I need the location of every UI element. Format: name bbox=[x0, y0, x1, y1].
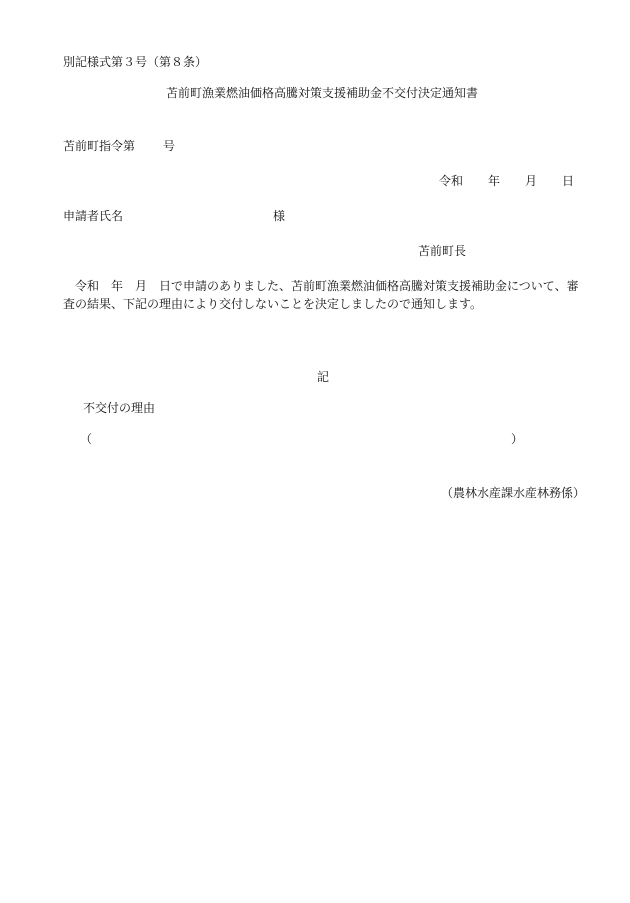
addressee bbox=[63, 207, 285, 225]
department: （農林水産課水産林務係） bbox=[441, 486, 586, 500]
addressee-honorific: 様 bbox=[273, 209, 286, 223]
record-mark: 記 bbox=[317, 370, 330, 384]
form-label: 別記様式第３号（第８条） bbox=[63, 55, 208, 69]
reference-number bbox=[63, 137, 175, 155]
reason-label: 不交付の理由 bbox=[83, 401, 156, 415]
date-era: 令和 bbox=[439, 174, 464, 188]
addressee-label: 申請者氏名 bbox=[63, 209, 124, 223]
date-year: 年 bbox=[488, 174, 501, 188]
body-line-2: 査の結果、下記の理由により交付しないことを決定しましたので通知します。 bbox=[63, 297, 483, 311]
sender: 苫前町長 bbox=[418, 244, 467, 258]
issue-date bbox=[439, 172, 574, 190]
date-month: 月 bbox=[525, 174, 538, 188]
document-title: 苫前町漁業燃油価格高騰対策支援補助金不交付決定通知書 bbox=[166, 86, 479, 100]
body-era: 令和 bbox=[75, 279, 100, 293]
body-line-1 bbox=[75, 277, 579, 295]
date-day: 日 bbox=[562, 174, 575, 188]
reason-close-paren: ） bbox=[511, 432, 524, 446]
reference-number-suffix: 号 bbox=[163, 139, 176, 153]
body-year: 年 bbox=[111, 279, 124, 293]
body-month: 月 bbox=[135, 279, 148, 293]
body-text: 日で申請のありました、苫前町漁業燃油価格高騰対策支援補助金について、審 bbox=[159, 279, 579, 293]
reference-number-prefix: 苫前町指令第 bbox=[63, 139, 136, 153]
reason-open-paren: （ bbox=[80, 432, 93, 446]
